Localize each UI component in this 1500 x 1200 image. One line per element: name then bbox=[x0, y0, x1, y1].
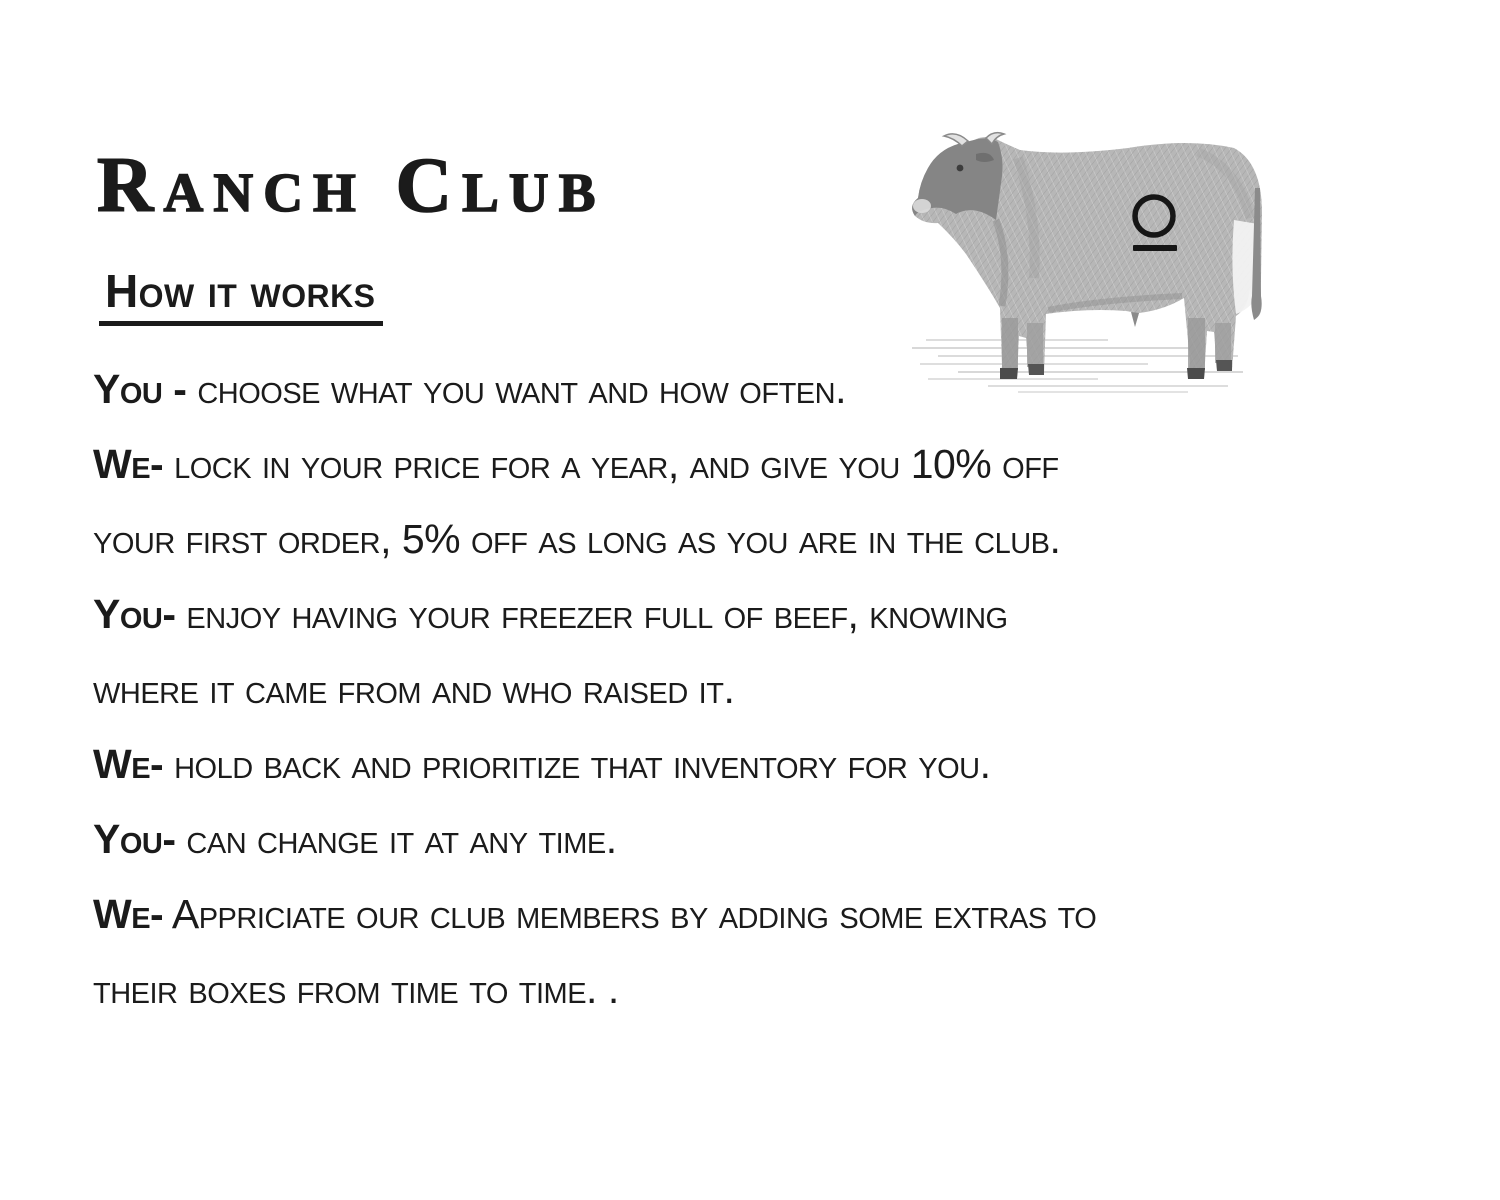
list-item bbox=[93, 802, 1453, 877]
item-text: can change it at any time. bbox=[186, 816, 617, 862]
bull-horn-left bbox=[944, 134, 968, 146]
item-text: where it came from and who raised it. bbox=[93, 666, 735, 712]
item-text: lock in your price for a year, and give you 10% off bbox=[174, 441, 1059, 487]
lead-we: We- bbox=[93, 741, 164, 787]
item-text: Appriciate our club members by adding some extras to bbox=[171, 891, 1097, 937]
section-heading-how-it-works: How it works bbox=[99, 266, 383, 326]
item-text: their boxes from time to time. . bbox=[93, 966, 619, 1012]
lead-we: We- bbox=[93, 441, 164, 487]
list-item bbox=[93, 877, 1453, 1027]
item-text: your first order, 5% off as long as you are in the club. bbox=[93, 516, 1061, 562]
list-item bbox=[93, 427, 1453, 577]
bull-teat bbox=[1131, 312, 1139, 327]
bull-body bbox=[912, 133, 1262, 379]
item-text: enjoy having your freezer full of beef, knowing bbox=[186, 591, 1008, 637]
item-text: choose what you want and how often. bbox=[197, 366, 846, 412]
how-it-works-list bbox=[93, 352, 1453, 1027]
page-title: Ranch Club bbox=[97, 141, 606, 228]
list-item bbox=[93, 577, 1453, 727]
lead-you: You- bbox=[93, 591, 176, 637]
list-item bbox=[93, 352, 1453, 427]
lead-you: You- bbox=[93, 816, 176, 862]
lead-we: We- bbox=[93, 891, 164, 937]
bull-eye bbox=[957, 165, 964, 172]
lead-you: You - bbox=[93, 366, 187, 412]
bull-muzzle bbox=[913, 199, 931, 213]
list-item bbox=[93, 727, 1453, 802]
item-text: hold back and prioritize that inventory for you. bbox=[174, 741, 991, 787]
